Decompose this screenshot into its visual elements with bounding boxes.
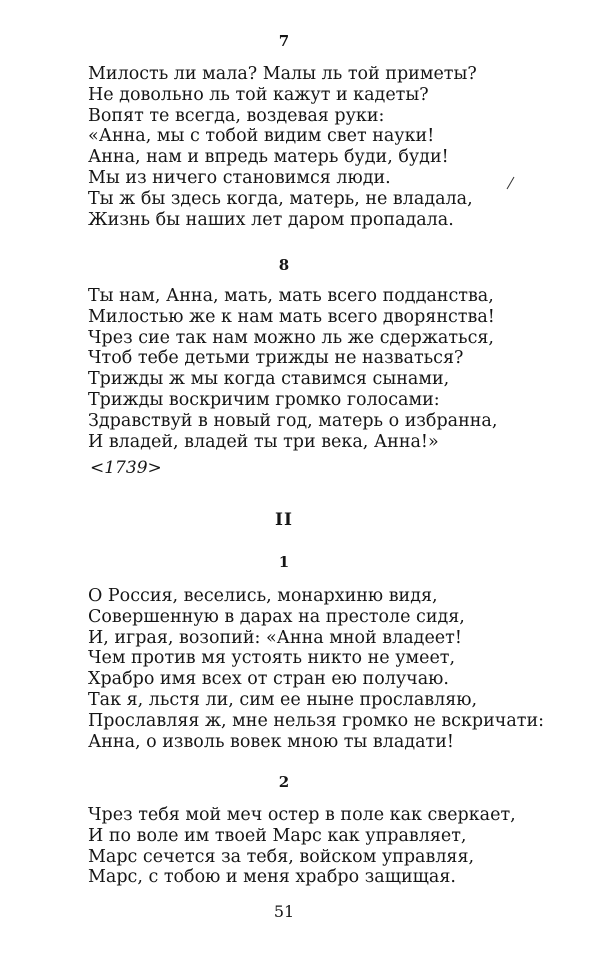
verse-line: Совершенную в дарах на престоле сидя, [88,606,465,627]
stanza-8 [88,286,568,452]
verse-line: Не довольно ль той кажут и кадеты? [88,84,429,105]
verse-line: Чем против мя устоять никто не умеет, [88,648,456,669]
verse-line: Марс, с тобою и меня храбро защищая. [88,867,456,888]
verse-line: Трижды ж мы когда ставимся сынами, [88,369,450,390]
verse-line: Так я, льстя ли, сим ее ныне прославляю, [88,689,478,710]
poem-date: <1739> [90,458,162,478]
verse-line: Ты нам, Анна, мать, мать всего подданства, [88,286,494,306]
stanza-2 [88,805,568,888]
verse-line: Здравствуй в новый год, матерь о избранна, [88,410,498,431]
verse-line: Милостью же к нам мать всего дворянства! [88,306,495,327]
verse-line: Ты ж бы здесь когда, матерь, не владала, [88,188,473,209]
stanza-number: 7 [278,32,290,50]
verse-line: И владей, владей ты три века, Анна!» [88,431,439,452]
stanza-1 [88,586,568,752]
verse-line: О Россия, веселись, монархиню видя, [88,586,438,606]
verse-line: Прославляя ж, мне нельзя громко не вскричати: [88,710,545,731]
verse-line: Милость ли мала? Малы ль той приметы? [88,64,477,84]
section-title: II [275,510,293,530]
verse-line: И, играя, возопий: «Анна мной владеет! [88,627,462,648]
verse-line: Трижды воскричим громко голосами: [88,389,440,410]
stanza-number: 2 [278,773,290,791]
stanza-number: 8 [278,256,290,274]
verse-line: Чрез тебя мой меч остер в поле как сверкает, [88,805,516,825]
verse-line: Жизнь бы наших лет даром пропадала. [88,209,454,230]
verse-line: Мы из ничего становимся люди. [88,167,391,188]
verse-line: Чтоб тебе детьми трижды не назваться? [88,348,464,369]
stanza-number: 1 [278,553,290,571]
verse-line: «Анна, мы с тобой видим свет науки! [88,126,435,147]
stanza-7 [88,64,568,230]
verse-line: Марс сечется за тебя, войском управляя, [88,846,475,867]
verse-line: Анна, о изволь вовек мною ты владати! [88,731,454,752]
verse-line: Анна, нам и впредь матерь буди, буди! [88,147,449,168]
page-number: 51 [273,902,295,921]
verse-line: Храбро имя всех от стран ею получаю. [88,669,449,690]
verse-line: Чрез сие так нам можно ль же сдержаться, [88,327,494,348]
verse-line: И по воле им твоей Марс как управляет, [88,825,467,846]
verse-line: Вопят те всегда, воздевая руки: [88,105,385,126]
